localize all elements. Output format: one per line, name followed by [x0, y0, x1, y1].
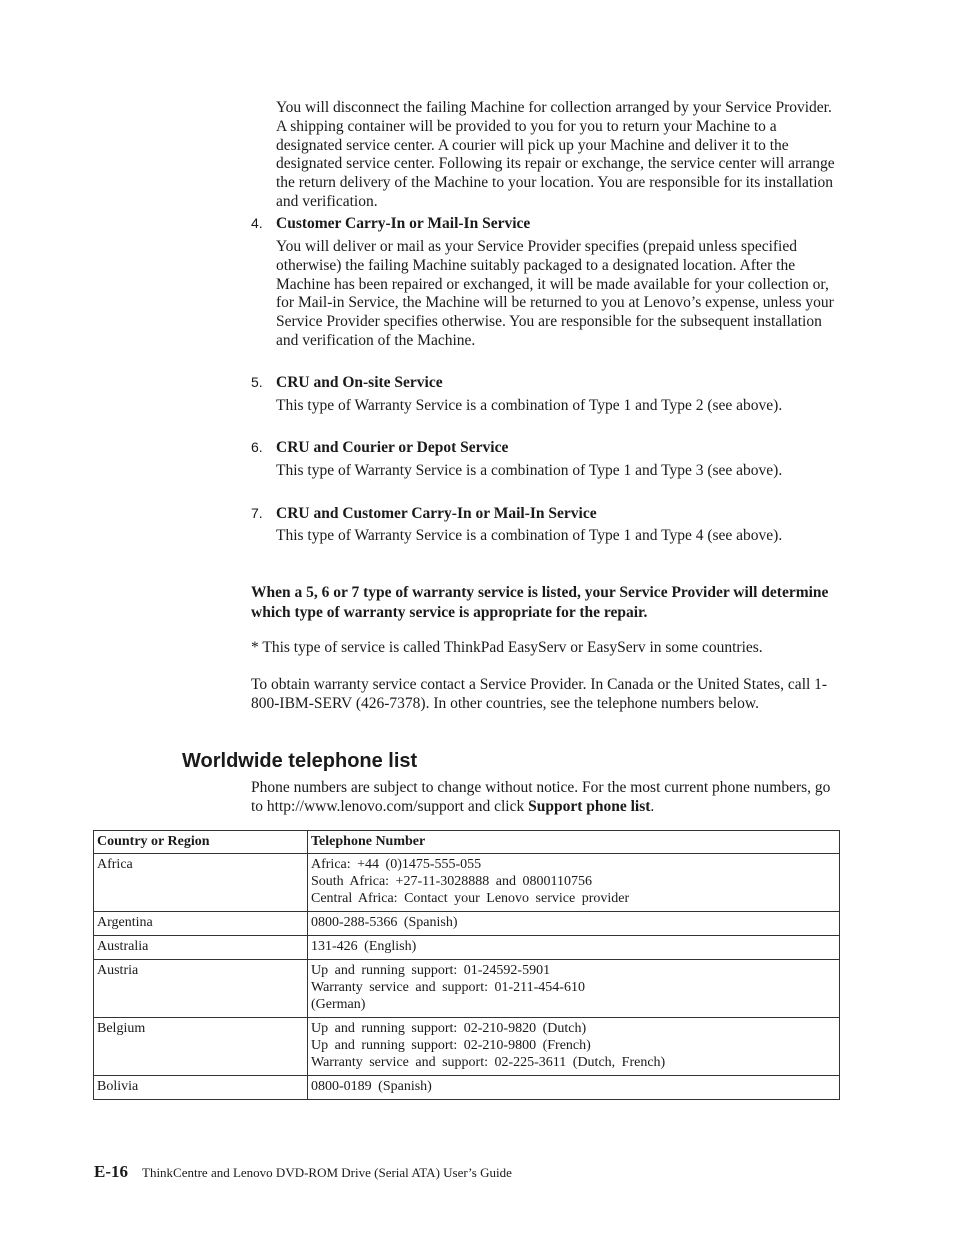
intro-paragraph: You will disconnect the failing Machine for collection arranged by your Service Provider. A shipping container will be provided to you for you to return your Machine to a designated service center. A courier will pick up your Machine and deliver it to the designated service center. Following its repair or exchange, the service center will arrange the return delivery of the Machine to your location. You are responsible for its installation and verification.	[276, 99, 835, 210]
header-country: Country or Region	[94, 831, 308, 854]
telephone-line: 131-426 (English)	[311, 939, 417, 954]
contact-paragraph: To obtain warranty service contact a Service Provider. In Canada or the United States, call 1-800-IBM-SERV (426-7378). In other countries, see the telephone numbers below.	[251, 676, 828, 712]
list-number: 5.	[251, 374, 263, 390]
page-footer	[94, 1162, 512, 1182]
telephone-cell	[308, 1076, 840, 1100]
telephone-cell	[308, 936, 840, 960]
service-description: This type of Warranty Service is a combination of Type 1 and Type 2 (see above).	[276, 397, 783, 414]
service-description: You will deliver or mail as your Service Provider specifies (prepaid unless specified otherwise) the failing Machine suitably packaged to a designated location. After the Machine has been repaired or exchanged, it will be made available for your collection or, for Mail-in Service, the Machine will be returned to you at Lenovo’s expense, unless your Service Provider specifies otherwise. You are responsible for the subsequent installation and verification of the Machine.	[276, 238, 834, 349]
support-phone-list-link[interactable]: Support phone list	[528, 797, 651, 815]
list-title: Customer Carry-In or Mail-In Service	[276, 215, 531, 232]
telephone-line: Africa: +44 (0)1475-555-055	[311, 857, 482, 872]
section-intro-text: Phone numbers are subject to change without notice. For the most current phone numbers, go to http://www.lenovo.com/support and click	[251, 779, 831, 815]
list-number: 7.	[251, 505, 263, 521]
list-title: CRU and On-site Service	[276, 374, 443, 391]
telephone-line: Central Africa: Contact your Lenovo service provider	[311, 891, 630, 906]
warranty-notice: When a 5, 6 or 7 type of warranty service is listed, your Service Provider will determine which type of warranty service is appropriate for the repair.	[251, 584, 829, 621]
table-header-row	[94, 831, 840, 854]
telephone-line: Warranty service and support: 02-225-3611 (Dutch, French)	[311, 1055, 666, 1070]
table-row	[94, 936, 840, 960]
table-row	[94, 912, 840, 936]
telephone-cell	[308, 960, 840, 1018]
page-number: E-16	[94, 1162, 128, 1181]
list-title: CRU and Courier or Depot Service	[276, 439, 509, 456]
list-number: 4.	[251, 215, 263, 231]
footer-title: ThinkCentre and Lenovo DVD-ROM Drive (Serial ATA) User’s Guide	[142, 1165, 512, 1180]
telephone-line: Warranty service and support: 01-211-454-610	[311, 980, 585, 995]
country-cell: Africa	[94, 854, 308, 912]
country-cell: Bolivia	[94, 1076, 308, 1100]
section-heading: Worldwide telephone list	[182, 750, 418, 772]
telephone-line: (German)	[311, 997, 366, 1012]
telephone-line: 0800-0189 (Spanish)	[311, 1079, 432, 1094]
table-row	[94, 854, 840, 912]
footnote: * This type of service is called ThinkPad EasyServ or EasyServ in some countries.	[251, 639, 763, 656]
table-row	[94, 960, 840, 1018]
telephone-line: 0800-288-5366 (Spanish)	[311, 915, 458, 930]
service-type-item	[251, 438, 841, 458]
list-number: 6.	[251, 439, 263, 455]
telephone-table	[93, 830, 840, 1100]
telephone-cell	[308, 1018, 840, 1076]
country-cell: Australia	[94, 936, 308, 960]
telephone-line: Up and running support: 02-210-9800 (French)	[311, 1038, 591, 1053]
telephone-line: Up and running support: 01-24592-5901	[311, 963, 551, 978]
telephone-cell	[308, 854, 840, 912]
section-intro-end: .	[650, 797, 655, 815]
telephone-cell	[308, 912, 840, 936]
service-type-item	[251, 504, 841, 524]
telephone-line: South Africa: +27-11-3028888 and 0800110756	[311, 874, 592, 889]
country-cell: Austria	[94, 960, 308, 1018]
service-type-item	[251, 373, 841, 393]
section-intro	[251, 779, 841, 817]
telephone-line: Up and running support: 02-210-9820 (Dutch)	[311, 1021, 587, 1036]
service-description: This type of Warranty Service is a combination of Type 1 and Type 4 (see above).	[276, 527, 783, 544]
service-type-item	[251, 214, 841, 234]
header-telephone: Telephone Number	[308, 831, 840, 854]
table-row	[94, 1076, 840, 1100]
country-cell: Argentina	[94, 912, 308, 936]
table-row	[94, 1018, 840, 1076]
list-title: CRU and Customer Carry-In or Mail-In Service	[276, 505, 597, 522]
country-cell: Belgium	[94, 1018, 308, 1076]
service-description: This type of Warranty Service is a combination of Type 1 and Type 3 (see above).	[276, 462, 783, 479]
